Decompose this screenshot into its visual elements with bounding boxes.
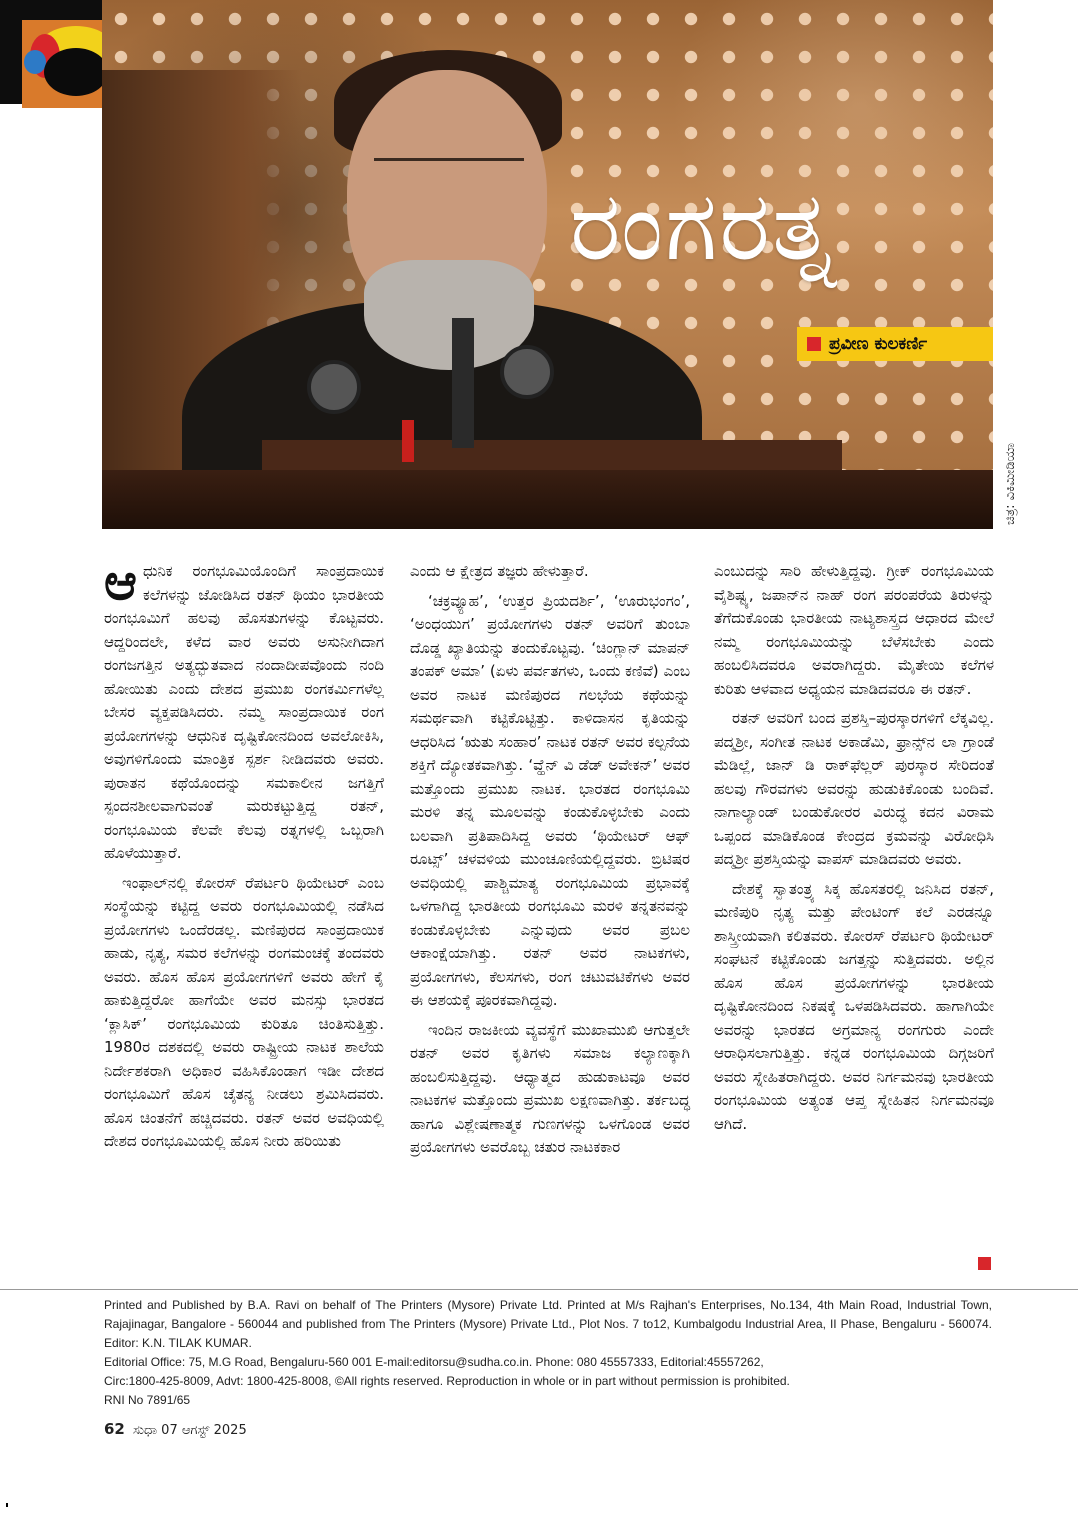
section-logo-icon — [22, 20, 110, 108]
paragraph: ರತನ್ ಅವರಿಗೆ ಬಂದ ಪ್ರಶಸ್ತಿ–ಪುರಸ್ಕಾರಗಳಿಗೆ ಲೆಕ್ಕವಿಲ್ಲ. ಪದ್ಮಶ್ರೀ, ಸಂಗೀತ ನಾಟಕ ಅಕಾಡೆಮಿ, ಫ್ರಾನ್ಸ್‌ನ ಲಾ ಗ್ರಾಂಡೆ ಮೆಡಿಲ್ಲೆ, ಜಾನ್ ಡಿ ರಾಕ್‌ಫೆಲ್ಲರ್ ಪುರಸ್ಕಾರ ಸೇರಿದಂತೆ ಹಲವು ಗೌರವಗಳು ಅವರನ್ನು ಹುಡುಕಿಕೊಂಡು ಬಂದಿವೆ. ನಾಗಾಲ್ಯಾಂಡ್ ಬಂಡುಕೋರರ ವಿರುದ್ಧ ಕದನ ವಿರಾಮ ಒಪ್ಪಂದ ಮಾಡಿಕೊಂಡ ಕೇಂದ್ರದ ಕ್ರಮವನ್ನು ವಿರೋಧಿಸಿ ಪದ್ಮಶ್ರೀ ಪ್ರಶಸ್ತಿಯನ್ನು ವಾಪಸ್ ಮಾಡಿದವರು ಅವರು. — [714, 709, 994, 868]
author-byline — [797, 327, 993, 361]
article-column-2 — [410, 560, 690, 1166]
paragraph: ಎಂದು ಆ ಕ್ಷೇತ್ರದ ತಜ್ಞರು ಹೇಳುತ್ತಾರೆ. — [410, 562, 589, 580]
footer-divider — [0, 1289, 1078, 1290]
paragraph: ಇಂಫಾಲ್‌ನಲ್ಲಿ ಕೋರಸ್ ರೆಪರ್ಟರಿ ಥಿಯೇಟರ್ ಎಂಬ ಸಂಸ್ಥೆಯನ್ನು ಕಟ್ಟಿದ್ದ ಅವರು ರಂಗಭೂಮಿಯಲ್ಲಿ ನಡೆಸಿದ ಪ್ರಯೋಗಗಳು ಒಂದೆರಡಲ್ಲ. ಮಣಿಪುರದ ಸಾಂಪ್ರದಾಯಿಕ ಹಾಡು, ನೃತ್ಯ, ಸಮರ ಕಲೆಗಳನ್ನು ರಂಗಮಂಚಕ್ಕೆ ತಂದವರು ಅವರು. ಹೊಸ ಹೊಸ ಪ್ರಯೋಗಗಳಿಗೆ ಅವರು ಹೇಗೆ ಕೈ ಹಾಕುತ್ತಿದ್ದರೋ ಹಾಗೆಯೇ ಅವರ ಮನಸ್ಸು ಭಾರತದ ‘ಕ್ಲಾಸಿಕ್’ ರಂಗಭೂಮಿಯ ಕುರಿತೂ ಚಿಂತಿಸುತ್ತಿತ್ತು. 1980ರ ದಶಕದಲ್ಲಿ ಅವರು ರಾಷ್ಟ್ರೀಯ ನಾಟಕ ಶಾಲೆಯ ನಿರ್ದೇಶಕರಾಗಿ ಅಧಿಕಾರ ವಹಿಸಿಕೊಂಡಾಗ ಇಡೀ ದೇಶದ ರಂಗಭೂಮಿಗೆ ಹೊಸ ಚೈತನ್ಯ ನೀಡಲು ಶ್ರಮಿಸಿದವರು. ಹೊಸ ಚಿಂತನೆಗೆ ಹಚ್ಚಿದವರು. ರತನ್ ಅವರ ಅವಧಿಯಲ್ಲಿ ದೇಶದ ರಂಗಭೂಮಿಯಲ್ಲಿ ಹೊಸ ನೀರು ಹರಿಯಿತು — [104, 873, 384, 1150]
paragraph: ಇಂದಿನ ರಾಜಕೀಯ ವ್ಯವಸ್ಥೆಗೆ ಮುಖಾಮುಖಿ ಆಗುತ್ತಲೇ ರತನ್ ಅವರ ಕೃತಿಗಳು ಸಮಾಜ ಕಲ್ಯಾಣಕ್ಕಾಗಿ ಹಂಬಲಿಸುತ್ತಿದ್ದವು. ಆಧ್ಯಾತ್ಮದ ಹುಡುಕಾಟವೂ ಅವರ ನಾಟಕಗಳ ಮತ್ತೊಂದು ಪ್ರಮುಖ ಲಕ್ಷಣವಾಗಿತ್ತು. ತರ್ಕಬದ್ಧ ಹಾಗೂ ವಿಶ್ಲೇಷಣಾತ್ಮಕ ಗುಣಗಳನ್ನು ಒಳಗೊಂಡ ಅವರ ಪ್ರಯೋಗಗಳು ಅವರೊಬ್ಬ ಚತುರ ನಾಟಕಕಾರ — [410, 1020, 690, 1156]
paragraph: ದೇಶಕ್ಕೆ ಸ್ವಾತಂತ್ರ್ಯ ಸಿಕ್ಕ ಹೊಸತರಲ್ಲಿ ಜನಿಸಿದ ರತನ್, ಮಣಿಪುರಿ ನೃತ್ಯ ಮತ್ತು ಪೇಂಟಿಂಗ್ ಕಲೆ ಎರಡನ್ನೂ ಶಾಸ್ತ್ರೀಯವಾಗಿ ಕಲಿತವರು. ಕೋರಸ್ ರೆಪರ್ಟರಿ ಥಿಯೇಟರ್ ಸಂಘಟನೆ ಕಟ್ಟಿಕೊಂಡು ಜಗತ್ತನ್ನು ಸುತ್ತಿದವರು. ಅಲ್ಲಿನ ಹೊಸ ಹೊಸ ಪ್ರಯೋಗಗಳನ್ನು ಭಾರತೀಯ ದೃಷ್ಟಿಕೋನದಿಂದ ನಿಕಷಕ್ಕೆ ಒಳಪಡಿಸಿದವರು. ಹಾಗಾಗಿಯೇ ಅವರನ್ನು ಭಾರತದ ಅಗ್ರಮಾನ್ಯ ರಂಗಗುರು ಎಂದೇ ಆರಾಧಿಸಲಾಗುತ್ತಿತ್ತು. ಕನ್ನಡ ರಂಗಭೂಮಿಯ ದಿಗ್ಗಜರಿಗೆ ಅವರು ಸ್ನೇಹಿತರಾಗಿದ್ದರು. ಅವರ ನಿರ್ಗಮನವು ಭಾರತೀಯ ರಂಗಭೂಮಿಯ ಅತ್ಯಂತ ಆಪ್ತ ಸ್ನೇಹಿತನ ನಿರ್ಗಮನವೂ ಆಗಿದೆ. — [714, 879, 994, 1133]
page-number: 62 — [104, 1420, 125, 1438]
article-title: ರಂಗರತ್ನ — [570, 170, 838, 282]
end-of-article-icon — [978, 1257, 991, 1270]
paragraph: ಎಂಬುದನ್ನು ಸಾರಿ ಹೇಳುತ್ತಿದ್ದವು. ಗ್ರೀಕ್ ರಂಗಭೂಮಿಯ ವೈಶಿಷ್ಟ್ಯ, ಜಪಾನ್‌ನ ನಾಹ್ ರಂಗ ಪರಂಪರೆಯ ತಿರುಳನ್ನು ತೆಗೆದುಕೊಂಡು ಭಾರತೀಯ ನಾಟ್ಯಶಾಸ್ತ್ರದ ಆಧಾರದ ಮೇಲೆ ನಮ್ಮ ರಂಗಭೂಮಿಯನ್ನು ಬೆಳೆಸಬೇಕು ಎಂದು ಹಂಬಲಿಸಿದವರೂ ಅವರಾಗಿದ್ದರು. ಮೈತೇಯಿ ಕಲೆಗಳ ಕುರಿತು ಆಳವಾದ ಅಧ್ಯಯನ ಮಾಡಿದವರೂ ಈ ರತನ್. — [714, 562, 994, 698]
byline-marker-icon — [807, 337, 821, 351]
hero-photo — [102, 0, 993, 529]
drop-cap: ಆ — [104, 553, 137, 611]
imprint-block — [104, 1296, 992, 1410]
paragraph: ‘ಚಕ್ರವ್ಯೂಹ’, ‘ಉತ್ತರ ಪ್ರಿಯದರ್ಶಿ’, ‘ಊರುಭಂಗಂ’, ‘ಅಂಧಯುಗ’ ಪ್ರಯೋಗಗಳು ರತನ್ ಅವರಿಗೆ ತುಂಬಾ ದೊಡ್ಡ ಖ್ಯಾತಿಯನ್ನು ತಂದುಕೊಟ್ಟವು. ‘ಚಿಂಗ್ಲಾನ್ ಮಾಪನ್ ತಂಪಕ್ ಅಮಾ’ (ಏಳು ಪರ್ವತಗಳು, ಒಂದು ಕಣಿವೆ) ಎಂಬ ಅವರ ನಾಟಕ ಮಣಿಪುರದ ಗಲಭೆಯ ಕಥೆಯನ್ನು ಸಮರ್ಥವಾಗಿ ಕಟ್ಟಿಕೊಟ್ಟಿತ್ತು. ಕಾಳಿದಾಸನ ಕೃತಿಯನ್ನು ಆಧರಿಸಿದ ‘ಋತು ಸಂಹಾರ’ ನಾಟಕ ರತನ್ ಅವರ ಕಲ್ಪನೆಯ ಶಕ್ತಿಗೆ ದ್ಯೋತಕವಾಗಿತ್ತು. ‘ವ್ಹೆನ್ ವಿ ಡೆಡ್ ಅವೇಕನ್’ ಅವರ ಮತ್ತೊಂದು ಪ್ರಮುಖ ನಾಟಕ. ಭಾರತದ ರಂಗಭೂಮಿ ಮರಳಿ ತನ್ನ ಮೂಲವನ್ನು ಕಂಡುಕೊಳ್ಳಬೇಕು ಎಂದು ಬಲವಾಗಿ ಪ್ರತಿಪಾದಿಸಿದ್ದ ಅವರು ‘ಥಿಯೇಟರ್ ಆಫ್ ರೂಟ್ಸ್’ ಚಳವಳಿಯ ಮುಂಚೂಣಿಯಲ್ಲಿದ್ದವರು. ಬ್ರಿಟಿಷರ ಅವಧಿಯಲ್ಲಿ ಪಾಶ್ಚಿಮಾತ್ಯ ರಂಗಭೂಮಿಯ ಪ್ರಭಾವಕ್ಕೆ ಒಳಗಾಗಿದ್ದ ಭಾರತೀಯ ರಂಗಭೂಮಿ ಮರಳಿ ತನ್ನತನವನ್ನು ಕಂಡುಕೊಳ್ಳಬೇಕು ಎನ್ನುವುದು ಅವರ ಪ್ರಬಲ ಆಕಾಂಕ್ಷೆಯಾಗಿತ್ತು. ರತನ್ ಅವರ ನಾಟಕಗಳು, ಪ್ರಯೋಗಗಳು, ಕೆಲಸಗಳು, ರಂಗ ಚಟುವಟಿಕೆಗಳು ಅವರ ಈ ಆಶಯಕ್ಕೆ ಪೂರಕವಾಗಿದ್ದವು. — [410, 591, 690, 1009]
imprint-line: Editorial Office: 75, M.G Road, Bengaluru-560 001 E-mail:editorsu@sudha.co.in. Phone: 080 45557333, Editorial:45557262, — [104, 1355, 764, 1369]
imprint-line: RNI No 7891/65 — [104, 1393, 191, 1407]
author-name: ಪ್ರವೀಣ ಕುಲಕರ್ಣಿ — [829, 334, 928, 354]
article-column-1 — [104, 553, 384, 1160]
article-column-3 — [714, 560, 994, 1142]
photo-credit: ಚಿತ್ರ: ವಿಕಿಮೀಡಿಯಾ — [1003, 442, 1018, 525]
crop-mark — [6, 1503, 8, 1507]
page-folio — [104, 1420, 247, 1438]
paragraph: ಆಧುನಿಕ ರಂಗಭೂಮಿಯೊಂದಿಗೆ ಸಾಂಪ್ರದಾಯಿಕ ಕಲೆಗಳನ್ನು ಜೋಡಿಸಿದ ರತನ್ ಥಿಯಂ ಭಾರತೀಯ ರಂಗಭೂಮಿಗೆ ಹಲವು ಹೊಸತುಗಳನ್ನು ಕೊಟ್ಟವರು. ಆದ್ದರಿಂದಲೇ, ಕಳೆದ ವಾರ ಅವರು ಅಸುನೀಗಿದಾಗ ರಂಗಜಗತ್ತಿನ ಅತ್ಯದ್ಭುತವಾದ ನಂದಾದೀಪವೊಂದು ನಂದಿ ಹೋಯಿತು ಎಂದು ದೇಶದ ಪ್ರಮುಖ ರಂಗಕರ್ಮಿಗಳೆಲ್ಲ ಬೇಸರ ವ್ಯಕ್ತಪಡಿಸಿದರು. ನಮ್ಮ ಸಾಂಪ್ರದಾಯಿಕ ರಂಗ ಪ್ರಯೋಗಗಳನ್ನು ಆಧುನಿಕ ದೃಷ್ಟಿಕೋನದಿಂದ ಅವಲೋಕಿಸಿ, ಅವುಗಳಿಗೊಂದು ಮಾಂತ್ರಿಕ ಸ್ಪರ್ಶ ನೀಡಿದವರು ಅವರು. ಪುರಾತನ ಕಥೆಯೊಂದನ್ನು ಸಮಕಾಲೀನ ಜಗತ್ತಿಗೆ ಸ್ಪಂದನಶೀಲವಾಗುವಂತೆ ಮರುಕಟ್ಟುತ್ತಿದ್ದ ರತನ್, ರಂಗಭೂಮಿಯ ಕೆಲವೇ ಕೆಲವು ರತ್ನಗಳಲ್ಲಿ ಒಬ್ಬರಾಗಿ ಹೊಳೆಯುತ್ತಾರೆ. — [104, 553, 384, 862]
issue-info: ಸುಧಾ 07 ಆಗಸ್ಟ್ 2025 — [133, 1423, 247, 1438]
imprint-line: Printed and Published by B.A. Ravi on behalf of The Printers (Mysore) Private Ltd. Printed at M/s Rajhan's Enterprises, No.134, 4th Main Road, Industrial Town, Rajajinagar, Bangalore - 560044 and published from The Printers (Mysore) Private Ltd., Plot Nos. 7 to12, Kumbalgodu Industrial Area, II Phase, Bengaluru - 560074. Editor: K.N. TILAK KUMAR. — [104, 1298, 992, 1350]
imprint-line: Circ:1800-425-8009, Advt: 1800-425-8008, ©All rights reserved. Reproduction in whole or in part without permission is prohibited. — [104, 1374, 790, 1388]
